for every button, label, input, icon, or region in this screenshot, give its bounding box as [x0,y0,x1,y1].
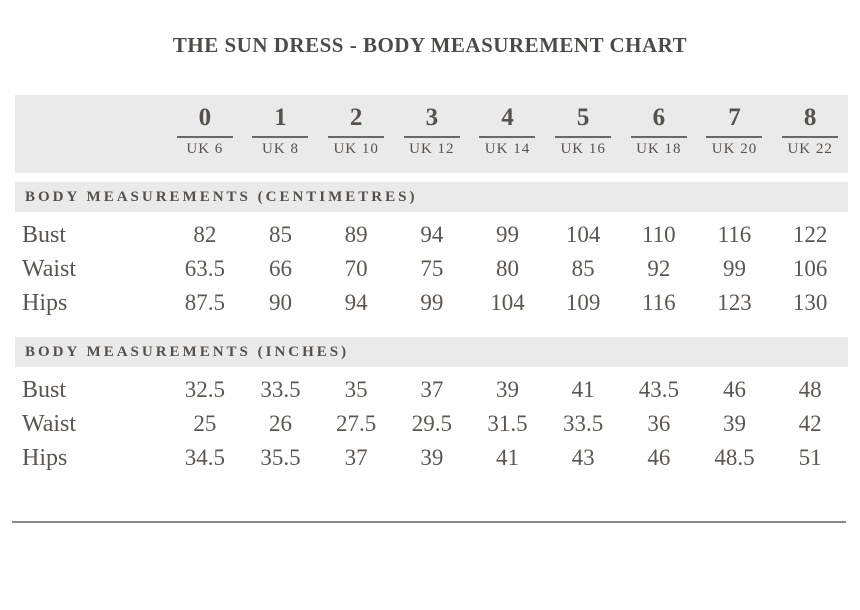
measurement-value-cell: 46 [722,377,746,402]
measurement-value-cell: 109 [565,290,601,315]
size-column-header [167,95,243,158]
measurement-value-cell: 110 [641,222,676,247]
measurement-value-cell: 51 [798,445,822,470]
size-underline [555,136,611,138]
uk-size-label: UK 20 [711,141,758,157]
section-rows [15,212,848,320]
measurement-value-cell: 122 [792,222,828,247]
row-label: Waist [22,255,77,282]
measurement-value-cell: 43.5 [638,377,679,402]
measurement-value-cell: 92 [647,256,671,281]
table-row [15,218,848,252]
section-rows [15,367,848,475]
measurement-value-cell: 89 [344,222,368,247]
size-underline [479,136,535,138]
measurement-value-cell: 94 [344,290,368,315]
uk-size-label: UK 14 [484,141,531,157]
table-row [15,286,848,320]
measurement-value-cell: 46 [647,445,671,470]
size-underline [782,136,838,138]
measurement-value-cell: 48 [798,377,822,402]
measurement-value-cell: 39 [420,445,444,470]
table-row [15,252,848,286]
size-column-header [772,95,848,158]
measurement-value-cell: 99 [722,256,746,281]
measurement-value-cell: 39 [722,411,746,436]
measurement-value-cell: 39 [495,377,519,402]
measurement-value-cell: 130 [792,290,828,315]
section-heading: BODY MEASUREMENTS (CENTIMETRES) [15,182,848,212]
measurement-value-cell: 33.5 [563,411,604,436]
measurement-value-cell: 37 [420,377,444,402]
size-column-header [697,95,773,158]
measurement-value-cell: 63.5 [184,256,225,281]
measurement-value-cell: 35.5 [260,445,301,470]
measurement-value-cell: 32.5 [184,377,225,402]
uk-size-label: UK 22 [787,141,833,157]
row-label: Hips [22,444,68,471]
measurement-value-cell: 42 [798,411,822,436]
measurement-value-cell: 75 [420,256,444,281]
measurement-value-cell: 94 [420,222,444,247]
size-underline [706,136,762,138]
row-label: Bust [22,376,67,403]
uk-size-label: UK 16 [560,141,606,157]
measurement-value-cell: 104 [490,290,525,315]
size-number: 6 [652,104,666,131]
size-column-header [470,95,546,158]
measurement-value-cell: 85 [268,222,292,247]
measurement-value-cell: 116 [641,290,676,315]
size-column-header [243,95,319,158]
row-label: Waist [22,410,77,437]
measurement-value-cell: 29.5 [411,411,452,436]
table-row [15,373,848,407]
size-number: 1 [274,104,287,131]
measurement-value-cell: 41 [495,445,519,470]
size-underline [404,136,460,138]
measurement-value-cell: 85 [571,256,595,281]
measurement-value-cell: 35 [344,377,368,402]
measurement-sections [15,182,848,475]
measurement-value-cell: 80 [495,256,519,281]
size-number: 0 [198,104,212,131]
measurement-value-cell: 99 [495,222,519,247]
measurement-value-cell: 34.5 [184,445,225,470]
size-number: 3 [425,104,439,131]
measurement-value-cell: 25 [193,411,217,436]
size-number: 4 [501,104,514,131]
section-heading: BODY MEASUREMENTS (INCHES) [15,337,848,367]
uk-size-label: UK 18 [636,141,682,157]
measurement-value-cell: 104 [565,222,601,247]
measurement-value-cell: 66 [268,256,292,281]
uk-size-label: UK 10 [333,141,379,157]
uk-size-label: UK 12 [409,141,455,157]
measurement-value-cell: 37 [344,445,368,470]
page-title: THE SUN DRESS - BODY MEASUREMENT CHART [172,33,688,57]
measurement-value-cell: 90 [268,290,292,315]
measurement-value-cell: 41 [571,377,595,402]
size-column-header [621,95,697,158]
size-underline [631,136,687,138]
measurement-table [15,95,848,475]
measurement-value-cell: 43 [571,445,595,470]
measurement-value-cell: 87.5 [184,290,225,315]
size-header-row [15,95,848,173]
size-column-header [318,95,394,158]
uk-size-label: UK 6 [186,141,224,157]
table-row [15,407,848,441]
row-label: Hips [22,289,68,316]
size-number: 5 [576,104,590,131]
measurement-section [15,337,848,475]
size-column-header [545,95,621,158]
measurement-value-cell: 26 [268,411,292,436]
measurement-value-cell: 82 [193,222,217,247]
measurement-value-cell: 116 [717,222,752,247]
size-column-header [394,95,470,158]
size-number: 2 [349,104,363,131]
size-number: 7 [728,104,741,131]
size-number: 8 [803,104,817,131]
row-label: Bust [22,221,67,248]
size-underline [328,136,384,138]
measurement-value-cell: 106 [792,256,828,281]
measurement-value-cell: 48.5 [714,445,755,470]
measurement-value-cell: 36 [647,411,671,436]
uk-size-label: UK 8 [262,141,299,157]
table-row [15,441,848,475]
measurement-value-cell: 99 [420,290,444,315]
measurement-section [15,182,848,320]
measurement-value-cell: 70 [344,256,368,281]
measurement-value-cell: 31.5 [487,411,528,436]
measurement-value-cell: 123 [717,290,752,315]
size-chart-page [0,33,860,610]
size-underline [177,136,233,138]
bottom-divider [12,521,846,523]
size-underline [252,136,308,138]
measurement-value-cell: 33.5 [260,377,301,402]
measurement-value-cell: 27.5 [336,411,377,436]
